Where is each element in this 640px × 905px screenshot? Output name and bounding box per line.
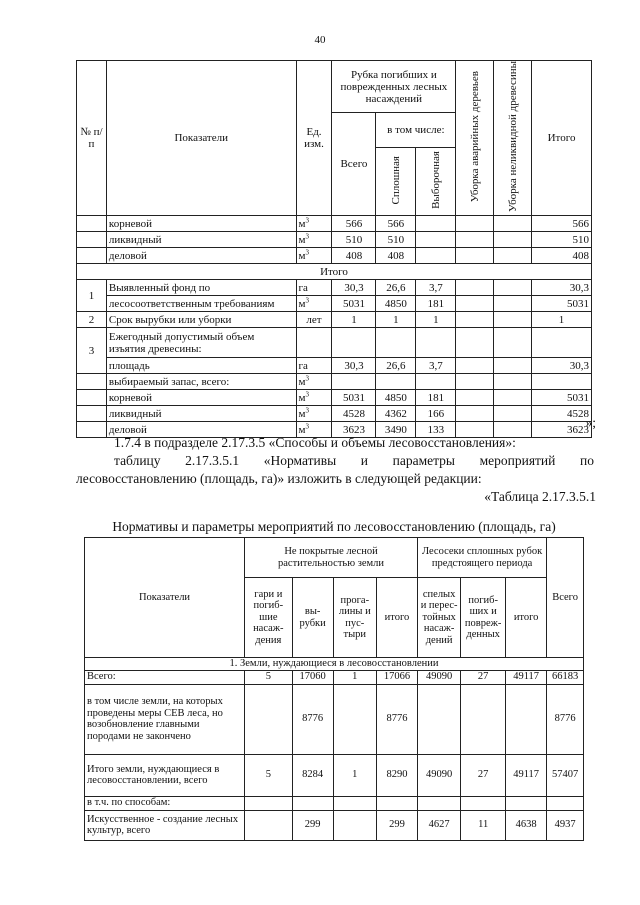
table-row: ликвидный $м^3$ 510 510 510 bbox=[77, 232, 592, 248]
reforestation-table bbox=[84, 537, 584, 841]
table-row: Всего: 5 17060 1 17066 49090 27 49117 66183 bbox=[85, 670, 584, 684]
header-total: Всего bbox=[547, 538, 584, 658]
header-itogo: Итого bbox=[532, 61, 592, 216]
header-glades: прога-лины и пус-тыри bbox=[333, 578, 376, 658]
table-row: выбираемый запас, всего: $м^3$ bbox=[77, 374, 592, 390]
table-row: Искусственное - создание лесных культур, всего 299 299 4627 11 4638 4937 bbox=[85, 810, 584, 840]
header-group: Рубка погибших и поврежденных лесных насаждений bbox=[332, 61, 456, 113]
cell: 510 bbox=[332, 232, 376, 248]
table-caption: «Таблица 2.17.3.5.1 bbox=[484, 489, 596, 504]
header-clearcut: Лесосеки сплошных рубок предстоящего периода bbox=[418, 538, 547, 578]
table-row: Итого земли, нуждающиеся в лесовосстановлении, всего 5 8284 1 8290 49090 27 49117 57407 bbox=[85, 754, 584, 796]
paragraph-2: таблицу 2.17.3.5.1 «Нормативы и параметры мероприятий по bbox=[114, 453, 594, 468]
header-illiquid: Уборка неликвидной древесины bbox=[494, 61, 532, 216]
table-row: лесосоответственным требованиям $м^3$ 5031 4850 181 5031 bbox=[77, 296, 592, 312]
table-row: корневой $м^3$ 5031 4850 181 5031 bbox=[77, 390, 592, 406]
row-label: ликвидный bbox=[106, 232, 296, 248]
cell: 510 bbox=[532, 232, 592, 248]
cell: 510 bbox=[376, 232, 416, 248]
page-number: 40 bbox=[314, 34, 326, 46]
header-itogo-2: итого bbox=[506, 578, 547, 658]
header-selective: Выборочная bbox=[416, 148, 456, 216]
cell: 408 bbox=[376, 248, 416, 264]
header-itogo-1: итого bbox=[376, 578, 417, 658]
header-burnt: гари и погиб-шие насаж-дения bbox=[245, 578, 293, 658]
cell: 408 bbox=[332, 248, 376, 264]
cell: 566 bbox=[376, 216, 416, 232]
itogo-row: Итого bbox=[77, 264, 592, 280]
table-row: в т.ч. по способам: bbox=[85, 796, 584, 810]
paragraph-3: лесовосстановлению (площадь, га)» изложить в следующей редакции: bbox=[76, 471, 482, 486]
header-including: в том числе: bbox=[376, 113, 456, 148]
table-row: деловой $м^3$ 3623 3490 133 3623 bbox=[77, 422, 592, 438]
header-cutover: вы-рубки bbox=[292, 578, 333, 658]
paragraph-1: 1.7.4 в подразделе 2.17.3.5 «Способы и объемы лесовосстановления»: bbox=[114, 435, 516, 450]
cell: 408 bbox=[532, 248, 592, 264]
close-quote: »; bbox=[585, 415, 596, 430]
table-row: деловой $м^3$ 408 408 408 bbox=[77, 248, 592, 264]
table-row: 3 Ежегодный допустимый объем изъятия древесины: bbox=[77, 328, 592, 358]
felling-table bbox=[76, 60, 592, 438]
header-unit: Ед. изм. bbox=[296, 61, 332, 216]
table-row: 1 Выявленный фонд по га 30,3 26,6 3,7 30,3 bbox=[77, 280, 592, 296]
table-row: ликвидный $м^3$ 4528 4362 166 4528 bbox=[77, 406, 592, 422]
cell: 566 bbox=[532, 216, 592, 232]
header-total: Всего bbox=[332, 113, 376, 216]
cell: 566 bbox=[332, 216, 376, 232]
header-indicators: Показатели bbox=[106, 61, 296, 216]
row-label: деловой bbox=[106, 248, 296, 264]
header-uncovered: Не покрытые лесной растительностью земли bbox=[245, 538, 418, 578]
header-num: № п/п bbox=[77, 61, 107, 216]
header-dead: погиб-ших и повреж-денных bbox=[461, 578, 506, 658]
table-row: в том числе земли, на которых проведены меры СЕВ леса, но возобновление главными породами не закончено 8776 8776 8776 bbox=[85, 684, 584, 754]
header-ripe: спелых и перес-тойных насаж-дений bbox=[418, 578, 461, 658]
header-emergency: Уборка аварийных деревьев bbox=[456, 61, 494, 216]
table-row: корневой $м^3$ 566 566 566 bbox=[77, 216, 592, 232]
row-label: корневой bbox=[106, 216, 296, 232]
section-row: 1. Земли, нуждающиеся в лесовосстановлении bbox=[85, 658, 584, 671]
header-clear: Сплошная bbox=[376, 148, 416, 216]
table-row: площадь га 30,3 26,6 3,7 30,3 bbox=[77, 358, 592, 374]
table-title: Нормативы и параметры мероприятий по лесовосстановлению (площадь, га) bbox=[112, 519, 556, 534]
header-indicators: Показатели bbox=[85, 538, 245, 658]
table-row: 2 Срок вырубки или уборки лет 1 1 1 1 bbox=[77, 312, 592, 328]
